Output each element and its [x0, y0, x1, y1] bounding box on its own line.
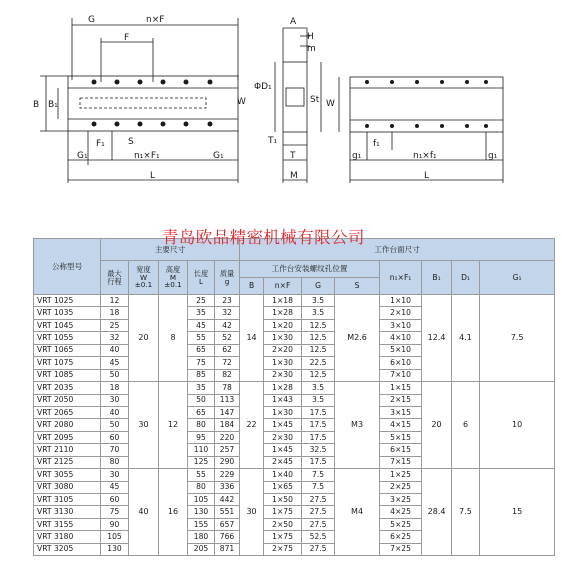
header-nF: n×F: [264, 278, 302, 295]
cell-n1F1: 5×25: [380, 518, 422, 530]
cell-model: VRT 2065: [34, 406, 101, 418]
cell-G: 7.5: [302, 481, 335, 493]
table-row: [34, 295, 555, 307]
header-B: B: [240, 278, 264, 295]
cell-model: VRT 2080: [34, 419, 101, 431]
cell-n1F1: 1×10: [380, 295, 422, 307]
cell-mass: 229: [215, 469, 240, 481]
cell-nF: 1×75: [264, 506, 302, 518]
cell-B: 22: [240, 382, 264, 469]
cell-nF: 1×65: [264, 481, 302, 493]
cell-n1F1: 3×25: [380, 494, 422, 506]
table-row: [34, 382, 555, 394]
cell-stroke: 105: [101, 531, 129, 543]
cell-D1: 6: [452, 382, 480, 469]
dim-label-B1: B₁: [48, 100, 58, 110]
cell-n1F1: 4×15: [380, 419, 422, 431]
bottom-label-g1-right: g₁: [488, 151, 498, 161]
cell-nF: 1×18: [264, 295, 302, 307]
side-label-H: H: [307, 32, 314, 42]
cell-G1: 15: [480, 469, 555, 556]
cell-mass: 257: [215, 444, 240, 456]
dim-label-n1F1: n₁×F₁: [134, 151, 160, 161]
cell-nF: 1×30: [264, 332, 302, 344]
cell-nF: 2×30: [264, 431, 302, 443]
cell-nF: 2×30: [264, 369, 302, 381]
cell-stroke: 130: [101, 543, 129, 555]
cell-G: 27.5: [302, 518, 335, 530]
side-label-M: M: [290, 171, 298, 181]
cell-nF: 2×50: [264, 518, 302, 530]
cell-G: 3.5: [302, 382, 335, 394]
header-height: [159, 261, 188, 295]
cell-S: M2.6: [335, 295, 380, 382]
cell-stroke: 12: [101, 295, 129, 307]
header-mass-line1: 质量: [219, 268, 235, 278]
bottom-label-f1: f₁: [373, 139, 380, 149]
cell-n1F1: 2×10: [380, 307, 422, 319]
cell-length: 55: [188, 469, 215, 481]
side-label-T: T: [290, 151, 296, 161]
cell-length: 80: [188, 481, 215, 493]
cell-B: 30: [240, 469, 264, 556]
header-n1F1: n₁×F₁: [380, 261, 422, 295]
cell-n1F1: 5×10: [380, 344, 422, 356]
cell-n1F1: 4×25: [380, 506, 422, 518]
side-label-A: A: [290, 17, 297, 27]
header-length-line2: L: [198, 276, 203, 286]
cell-mass: 62: [215, 344, 240, 356]
cell-mass: 442: [215, 494, 240, 506]
header-table-dims: 工作台面尺寸: [240, 239, 555, 261]
cell-model: VRT 1045: [34, 319, 101, 331]
cell-length: 125: [188, 456, 215, 468]
cell-stroke: 45: [101, 481, 129, 493]
dim-label-F: F: [124, 33, 130, 43]
cell-n1F1: 7×25: [380, 543, 422, 555]
cell-stroke: 60: [101, 494, 129, 506]
cell-mass: 551: [215, 506, 240, 518]
cell-B: 14: [240, 295, 264, 382]
cell-length: 45: [188, 319, 215, 331]
bottom-view: [339, 77, 503, 183]
header-D1: D₁: [452, 261, 480, 295]
cell-length: 35: [188, 307, 215, 319]
cell-B1: 28.4: [422, 469, 452, 556]
cell-stroke: 25: [101, 319, 129, 331]
cell-n1F1: 4×10: [380, 332, 422, 344]
cell-G1: 7.5: [480, 295, 555, 382]
header-stroke-line1: 最大: [107, 268, 122, 278]
header-stroke: [101, 261, 129, 295]
cell-G1: 10: [480, 382, 555, 469]
cell-nF: 1×40: [264, 469, 302, 481]
cell-B1: 20: [422, 382, 452, 469]
side-label-T1: T₁: [268, 136, 278, 146]
cell-stroke: 30: [101, 469, 129, 481]
cell-height: 12: [159, 382, 188, 469]
cell-length: 35: [188, 382, 215, 394]
cell-G: 3.5: [302, 394, 335, 406]
cell-G: 17.5: [302, 419, 335, 431]
cell-width: 30: [129, 382, 159, 469]
cell-B1: 12.4: [422, 295, 452, 382]
cell-model: VRT 1065: [34, 344, 101, 356]
cell-length: 65: [188, 344, 215, 356]
cell-G: 12.5: [302, 369, 335, 381]
cell-length: 75: [188, 357, 215, 369]
cell-length: 95: [188, 431, 215, 443]
cell-S: M4: [335, 469, 380, 556]
cell-S: M3: [335, 382, 380, 469]
cell-stroke: 18: [101, 307, 129, 319]
header-length-line1: 长度: [193, 268, 209, 278]
cell-G: 7.5: [302, 469, 335, 481]
cell-mass: 113: [215, 394, 240, 406]
cell-length: 110: [188, 444, 215, 456]
cell-stroke: 80: [101, 456, 129, 468]
technical-drawing: [0, 0, 562, 190]
cell-G: 32.5: [302, 444, 335, 456]
cell-model: VRT 2035: [34, 382, 101, 394]
cell-model: VRT 3105: [34, 494, 101, 506]
cell-model: VRT 1025: [34, 295, 101, 307]
cell-n1F1: 6×15: [380, 444, 422, 456]
cell-nF: 1×45: [264, 444, 302, 456]
cell-length: 55: [188, 332, 215, 344]
cell-nF: 2×45: [264, 456, 302, 468]
cell-model: VRT 1035: [34, 307, 101, 319]
cell-length: 80: [188, 419, 215, 431]
cell-mass: 871: [215, 543, 240, 555]
cell-stroke: 90: [101, 518, 129, 530]
header-B1: B₁: [422, 261, 452, 295]
cell-length: 130: [188, 506, 215, 518]
cell-nF: 1×75: [264, 531, 302, 543]
cell-n1F1: 6×25: [380, 531, 422, 543]
header-main-dims: 主要尺寸: [101, 239, 240, 261]
cell-length: 180: [188, 531, 215, 543]
header-G: G: [302, 278, 335, 295]
cell-nF: 1×28: [264, 382, 302, 394]
header-width-line1: 宽度: [136, 265, 151, 275]
cell-mass: 147: [215, 406, 240, 418]
cell-mass: 290: [215, 456, 240, 468]
cell-model: VRT 2125: [34, 456, 101, 468]
cell-n1F1: 7×15: [380, 456, 422, 468]
cell-model: VRT 1075: [34, 357, 101, 369]
cell-mass: 184: [215, 419, 240, 431]
bottom-label-W: W: [326, 99, 335, 109]
bottom-label-L: L: [424, 171, 430, 181]
cell-G: 17.5: [302, 456, 335, 468]
cell-stroke: 70: [101, 444, 129, 456]
cell-model: VRT 3205: [34, 543, 101, 555]
cell-mass: 32: [215, 307, 240, 319]
cell-stroke: 60: [101, 431, 129, 443]
cell-n1F1: 1×15: [380, 382, 422, 394]
cell-model: VRT 2050: [34, 394, 101, 406]
cell-G: 22.5: [302, 357, 335, 369]
cell-G: 17.5: [302, 406, 335, 418]
dim-label-G1-right: G₁: [213, 151, 224, 161]
cell-length: 50: [188, 394, 215, 406]
cell-height: 8: [159, 295, 188, 382]
cell-G: 52.5: [302, 531, 335, 543]
cell-stroke: 45: [101, 357, 129, 369]
cell-model: VRT 2095: [34, 431, 101, 443]
cell-height: 16: [159, 469, 188, 556]
side-label-W: W: [237, 97, 246, 107]
cell-nF: 2×20: [264, 344, 302, 356]
header-width-line3: ±0.1: [134, 280, 153, 290]
cell-length: 65: [188, 406, 215, 418]
cell-n1F1: 1×25: [380, 469, 422, 481]
cell-stroke: 40: [101, 344, 129, 356]
cell-n1F1: 3×15: [380, 406, 422, 418]
side-label-D1: ΦD₁: [254, 82, 272, 92]
cell-n1F1: 2×15: [380, 394, 422, 406]
cell-length: 155: [188, 518, 215, 530]
cell-width: 20: [129, 295, 159, 382]
cell-stroke: 30: [101, 394, 129, 406]
cell-mass: 42: [215, 319, 240, 331]
cell-model: VRT 3155: [34, 518, 101, 530]
side-label-St: St: [310, 95, 320, 105]
cell-G: 27.5: [302, 543, 335, 555]
header-G1: G₁: [480, 261, 555, 295]
cell-nF: 1×43: [264, 394, 302, 406]
header-mass: [215, 261, 240, 295]
header-height-line2: M: [169, 272, 177, 282]
cell-length: 85: [188, 369, 215, 381]
cell-nF: 1×28: [264, 307, 302, 319]
dim-label-L: L: [150, 171, 156, 181]
cell-stroke: 50: [101, 419, 129, 431]
header-height-line3: ±0.1: [164, 280, 182, 290]
cell-G: 17.5: [302, 431, 335, 443]
cell-mass: 766: [215, 531, 240, 543]
cell-stroke: 32: [101, 332, 129, 344]
cell-mass: 52: [215, 332, 240, 344]
header-width: [129, 261, 159, 295]
header-stroke-line2: 行程: [107, 276, 122, 286]
cell-mass: 23: [215, 295, 240, 307]
header-mass-line2: g: [224, 276, 230, 286]
cell-G: 3.5: [302, 295, 335, 307]
cell-G: 12.5: [302, 332, 335, 344]
dim-label-S: S: [128, 137, 134, 147]
spec-table: [33, 238, 555, 556]
cell-model: VRT 3080: [34, 481, 101, 493]
cell-G: 12.5: [302, 344, 335, 356]
cell-n1F1: 3×10: [380, 319, 422, 331]
cell-nF: 1×50: [264, 494, 302, 506]
cell-model: VRT 1085: [34, 369, 101, 381]
cell-nF: 1×20: [264, 319, 302, 331]
dim-label-G: G: [88, 15, 95, 25]
cell-stroke: 75: [101, 506, 129, 518]
dim-label-nF: n×F: [146, 15, 165, 25]
bottom-view-holes: [365, 80, 488, 128]
header-model: 公称型号: [34, 239, 101, 295]
header-mounting: 工作台安装螺纹孔位置: [240, 261, 380, 278]
spec-table-body: [34, 295, 555, 556]
cell-mass: 78: [215, 382, 240, 394]
company-watermark: 青岛欧品精密机械有限公司: [162, 228, 365, 247]
cell-mass: 657: [215, 518, 240, 530]
cell-mass: 220: [215, 431, 240, 443]
cell-nF: 2×75: [264, 543, 302, 555]
cell-nF: 1×30: [264, 406, 302, 418]
cell-model: VRT 2110: [34, 444, 101, 456]
cell-stroke: 18: [101, 382, 129, 394]
header-height-line1: 高度: [165, 265, 181, 275]
dim-label-F1: F₁: [96, 139, 105, 149]
cell-n1F1: 7×10: [380, 369, 422, 381]
cell-n1F1: 6×10: [380, 357, 422, 369]
header-length: [188, 261, 215, 295]
cell-n1F1: 5×15: [380, 431, 422, 443]
cell-width: 40: [129, 469, 159, 556]
cell-G: 12.5: [302, 319, 335, 331]
cell-length: 25: [188, 295, 215, 307]
cell-n1F1: 2×25: [380, 481, 422, 493]
cell-D1: 7.5: [452, 469, 480, 556]
dim-label-B: B: [33, 100, 40, 110]
cell-G: 27.5: [302, 506, 335, 518]
cell-length: 205: [188, 543, 215, 555]
cell-model: VRT 3055: [34, 469, 101, 481]
cell-G: 3.5: [302, 307, 335, 319]
cell-model: VRT 3180: [34, 531, 101, 543]
cell-mass: 72: [215, 357, 240, 369]
cell-length: 105: [188, 494, 215, 506]
side-label-m: m: [307, 44, 316, 54]
cell-D1: 4.1: [452, 295, 480, 382]
cell-nF: 1×30: [264, 357, 302, 369]
header-width-line2: W: [139, 272, 148, 282]
cell-mass: 82: [215, 369, 240, 381]
cell-stroke: 50: [101, 369, 129, 381]
dim-label-G1-left: G₁: [77, 151, 88, 161]
bottom-label-nxf1: n₁×f₁: [413, 151, 437, 161]
cell-G: 27.5: [302, 494, 335, 506]
cell-nF: 1×45: [264, 419, 302, 431]
top-view-holes: [92, 80, 213, 127]
bottom-label-g1-left: g₁: [352, 151, 362, 161]
table-row: [34, 469, 555, 481]
cell-model: VRT 1055: [34, 332, 101, 344]
cell-mass: 336: [215, 481, 240, 493]
cell-stroke: 40: [101, 406, 129, 418]
cell-model: VRT 3130: [34, 506, 101, 518]
header-S: S: [335, 278, 380, 295]
